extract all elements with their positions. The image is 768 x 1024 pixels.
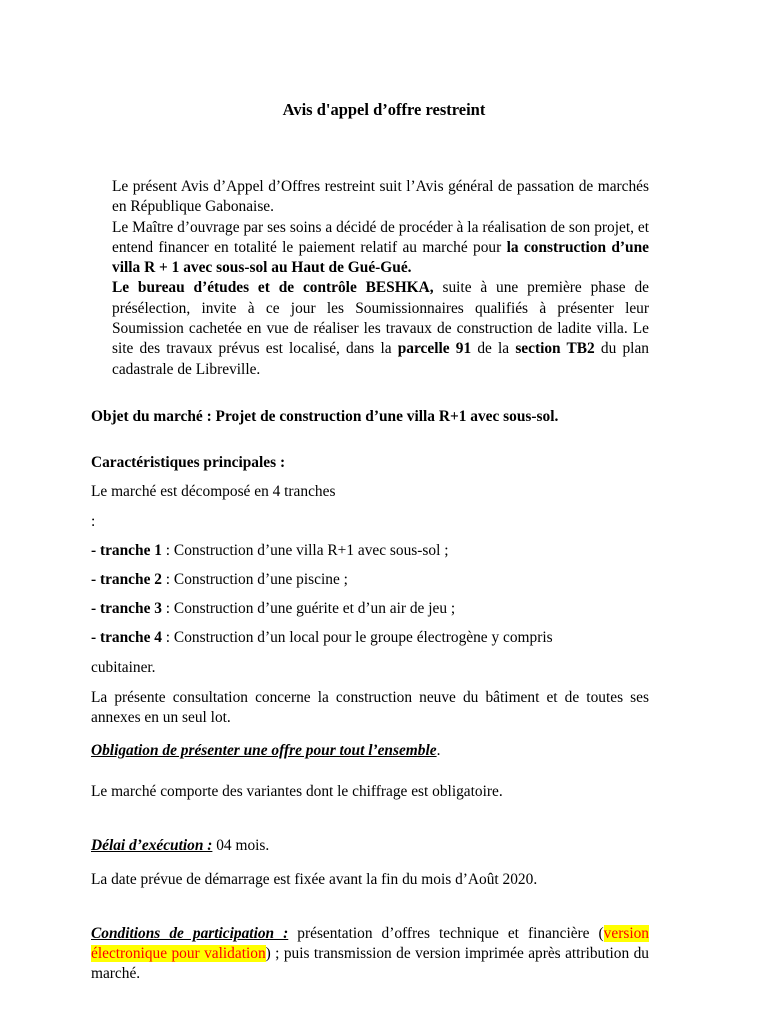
delai-value: 04 mois. bbox=[212, 837, 270, 854]
tranche-item bbox=[91, 570, 649, 590]
intro-sentence-3: suite à une première phase de présélection, invite à ce jour les Soumissionnaires qualifiés à présenter leur Soumission cachetée en vue de réaliser les travaux de construction de ladite villa. Le site des travaux prévus est localisé, dans la bbox=[112, 279, 649, 358]
tranche-item bbox=[91, 541, 649, 561]
caracteristiques-heading: Caractéristiques principales : bbox=[91, 454, 286, 471]
tranche-label: - tranche 2 bbox=[91, 571, 162, 588]
tranche-label: - tranche 4 bbox=[91, 629, 162, 646]
tranche-text: : Construction d’une guérite et d’un air de jeu ; bbox=[161, 600, 456, 617]
obligation-paragraph bbox=[91, 741, 649, 761]
bureau-name: Le bureau d’études et de contrôle BESHKA, bbox=[112, 279, 434, 297]
conditions-text-b: ) ; puis transmission de version imprimée après attribution du marché. bbox=[91, 945, 649, 982]
date-demarrage-paragraph: La date prévue de démarrage est fixée avant la fin du mois d’Août 2020. bbox=[91, 871, 538, 888]
intro-end: du plan cadastrale de Libreville. bbox=[112, 340, 649, 378]
tranche-text: : Construction d’une piscine ; bbox=[161, 571, 348, 588]
document-title: Avis d'appel d’offre restreint bbox=[282, 100, 486, 119]
decomposition-text: Le marché est décomposé en 4 tranches bbox=[91, 483, 336, 500]
tranche-label: - tranche 1 bbox=[91, 542, 162, 559]
intro-paragraph bbox=[112, 177, 649, 380]
objet-marche: Objet du marché : Projet de construction d’une villa R+1 avec sous-sol. bbox=[91, 408, 559, 425]
delai-paragraph bbox=[91, 836, 649, 856]
intro-sentence-1: Le présent Avis d’Appel d’Offres restreint suit l’Avis général de passation de marchés en République Gabonaise. bbox=[112, 178, 649, 216]
obligation-text: Obligation de présenter une offre pour tout l’ensemble bbox=[91, 742, 437, 759]
tranche-item bbox=[91, 628, 649, 648]
tranche-4-continuation: cubitainer. bbox=[91, 659, 156, 676]
conditions-label: Conditions de participation : bbox=[91, 925, 289, 942]
conditions-text-a: présentation d’offres technique et financière ( bbox=[288, 925, 604, 942]
conditions-paragraph bbox=[91, 924, 649, 984]
section-ref: section TB2 bbox=[515, 340, 595, 358]
delai-label: Délai d’exécution : bbox=[91, 837, 213, 854]
project-name: la construction d’une villa R + 1 avec sous-sol au Haut de Gué-Gué. bbox=[112, 238, 649, 277]
obligation-period: . bbox=[436, 742, 441, 759]
highlighted-note: version électronique pour validation bbox=[91, 925, 649, 962]
tranche-label: - tranche 3 bbox=[91, 600, 162, 617]
intro-connector: de la bbox=[471, 340, 516, 358]
consultation-paragraph: La présente consultation concerne la construction neuve du bâtiment et de toutes ses annexes en un seul lot. bbox=[91, 689, 649, 726]
decomposition-colon: : bbox=[91, 513, 96, 530]
tranche-item bbox=[91, 599, 649, 619]
tranche-text: : Construction d’un local pour le groupe électrogène y compris bbox=[161, 629, 553, 646]
tranche-text: : Construction d’une villa R+1 avec sous-sol ; bbox=[161, 542, 449, 559]
intro-sentence-2: Le Maître d’ouvrage par ses soins a décidé de procéder à la réalisation de son projet, et entend financer en totalité le paiement relatif au marché pour bbox=[112, 218, 649, 256]
variantes-paragraph: Le marché comporte des variantes dont le chiffrage est obligatoire. bbox=[91, 783, 503, 800]
parcelle-ref: parcelle 91 bbox=[397, 340, 472, 358]
